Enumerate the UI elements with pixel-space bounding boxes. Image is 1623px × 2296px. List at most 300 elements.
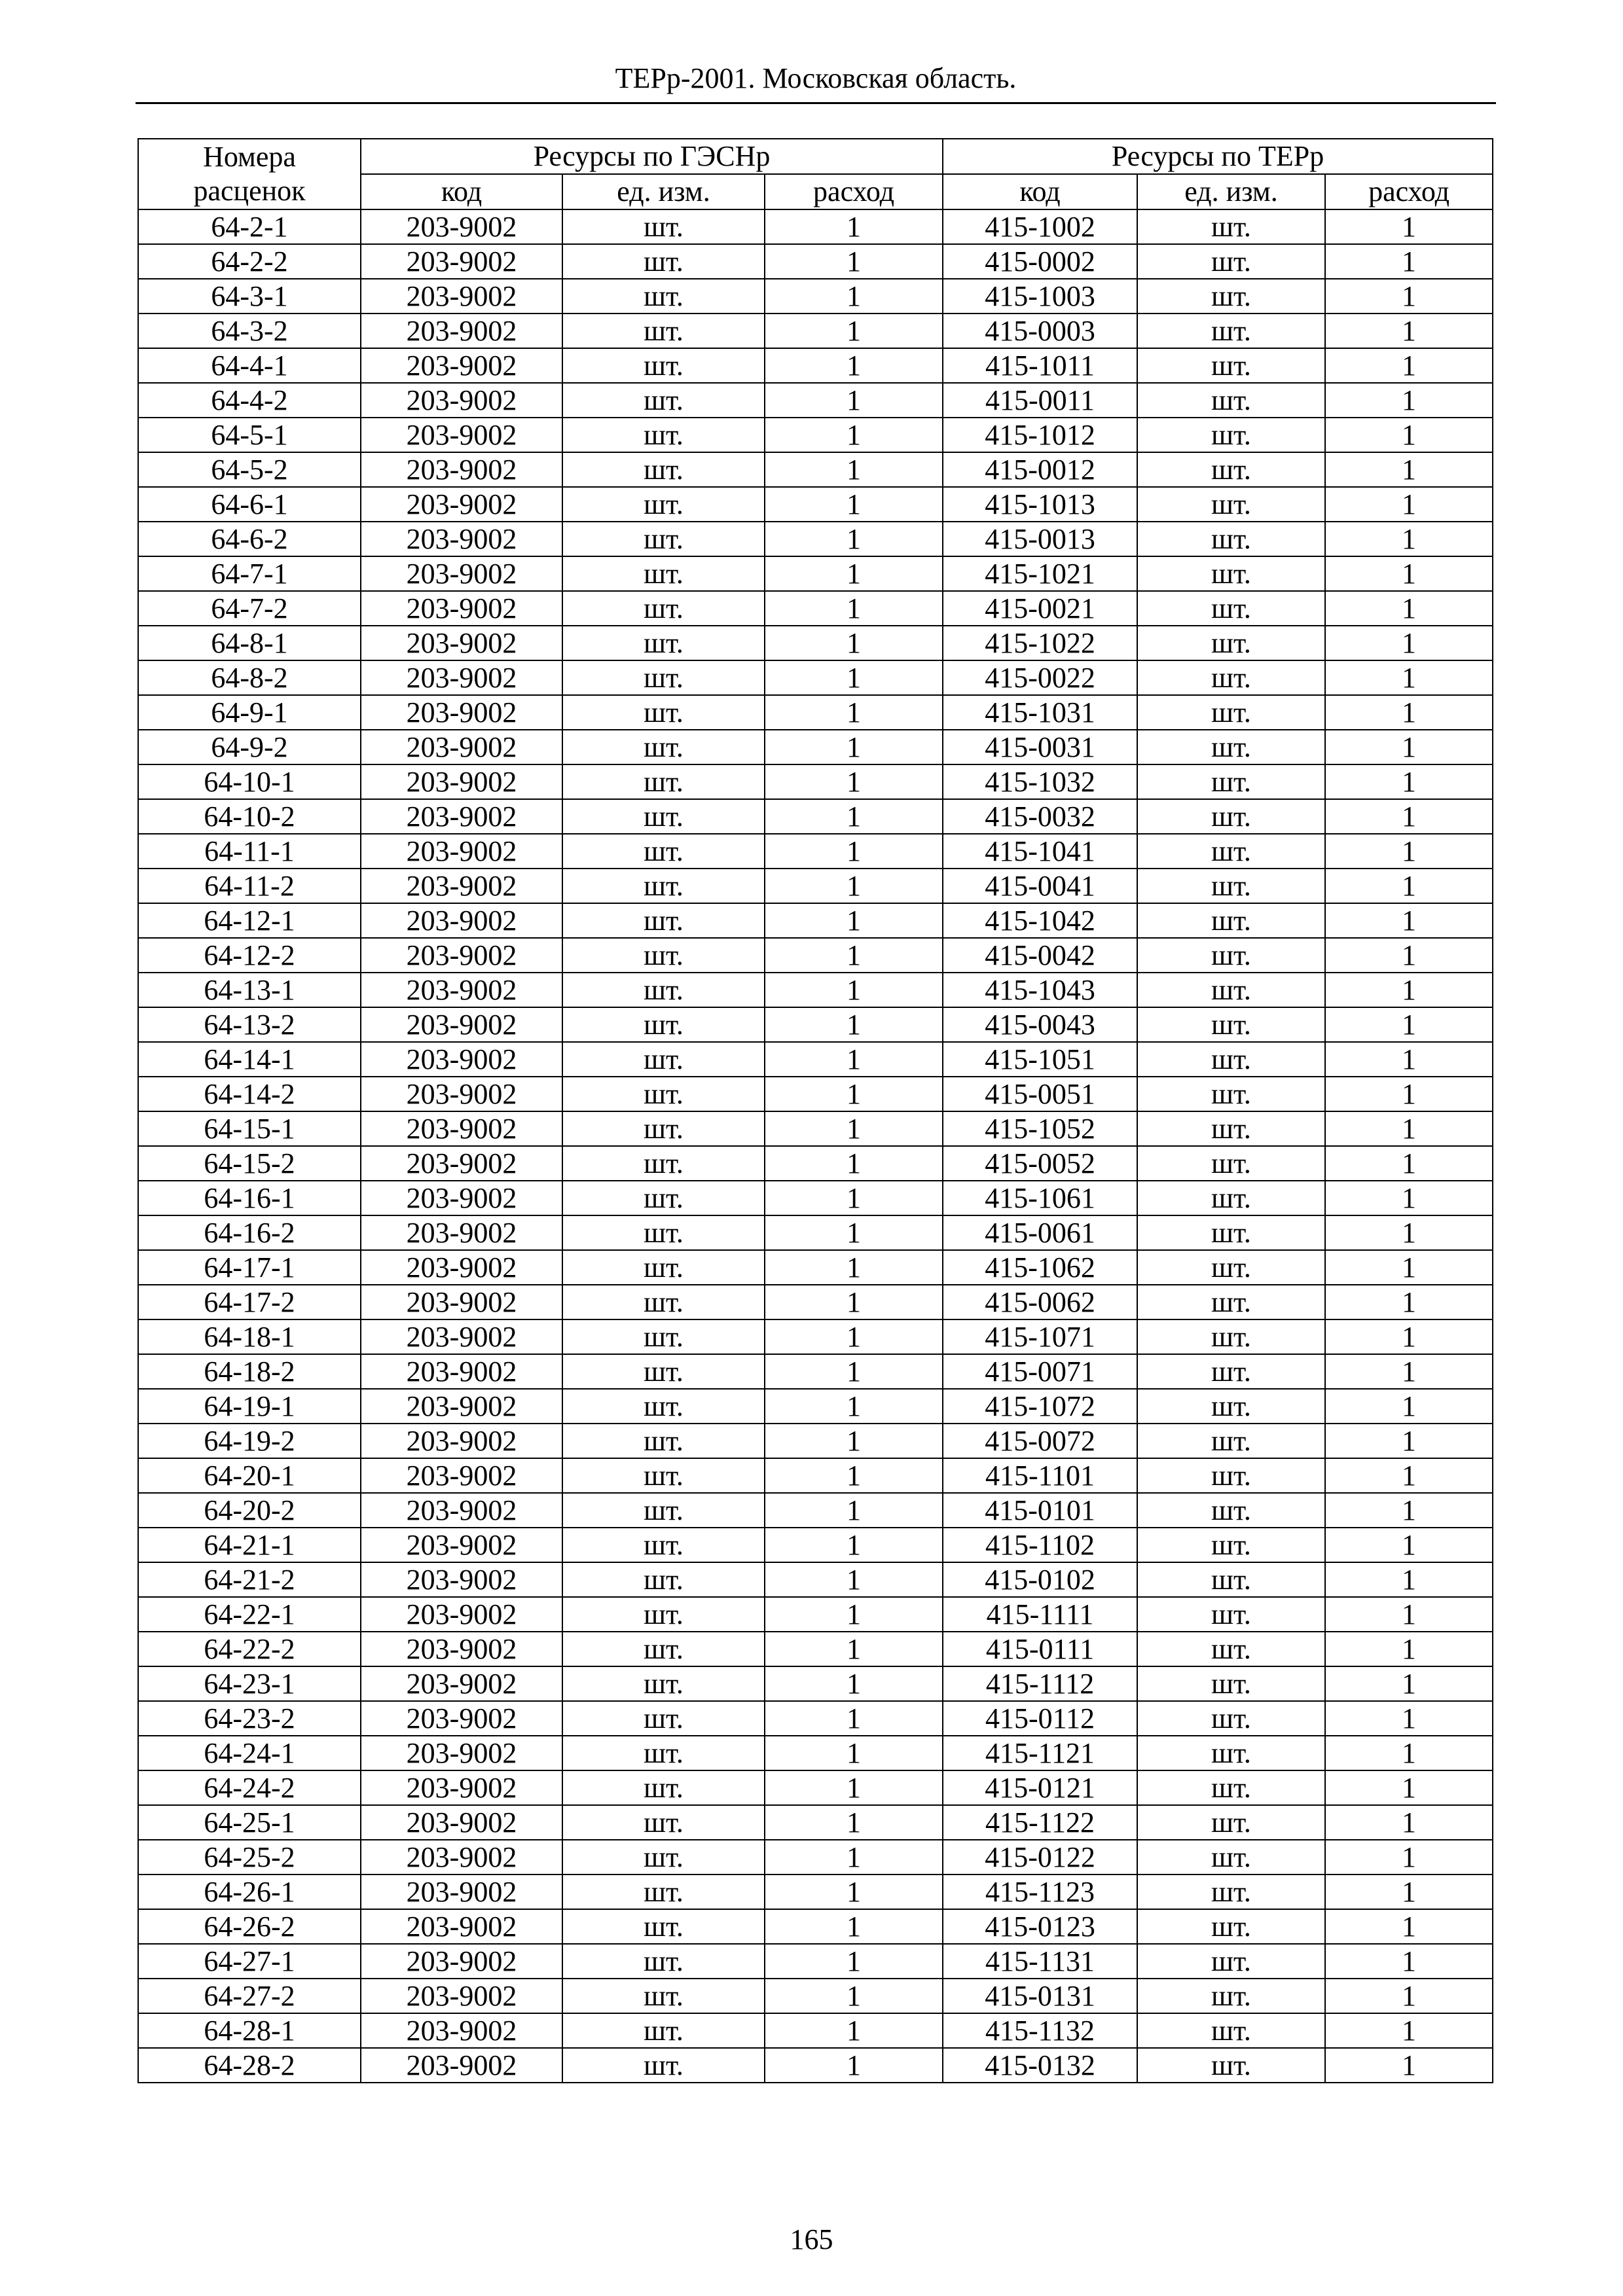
gesn-amount-cell: 1: [765, 799, 943, 834]
gesn-code-cell: 203-9002: [361, 1493, 562, 1528]
gesn-unit-cell: шт.: [562, 1007, 765, 1042]
ter-amount-cell: 1: [1325, 314, 1493, 348]
gesn-amount-header: расход: [765, 174, 943, 209]
ter-unit-cell: шт.: [1137, 1632, 1325, 1666]
rate-cell: 64-25-2: [138, 1840, 361, 1874]
gesn-code-cell: 203-9002: [361, 1042, 562, 1077]
ter-code-cell: 415-0013: [943, 522, 1137, 556]
gesn-amount-cell: 1: [765, 1944, 943, 1979]
gesn-unit-cell: шт.: [562, 869, 765, 903]
gesn-unit-cell: шт.: [562, 1389, 765, 1424]
ter-code-cell: 415-1052: [943, 1111, 1137, 1146]
ter-code-cell: 415-0021: [943, 591, 1137, 626]
ter-amount-cell: 1: [1325, 522, 1493, 556]
header-divider: [136, 102, 1496, 104]
rate-cell: 64-5-2: [138, 452, 361, 487]
gesn-code-cell: 203-9002: [361, 383, 562, 418]
table-row: [138, 418, 1493, 452]
gesn-unit-cell: шт.: [562, 522, 765, 556]
gesn-unit-cell: шт.: [562, 730, 765, 764]
gesn-unit-cell: шт.: [562, 556, 765, 591]
ter-code-cell: 415-1062: [943, 1250, 1137, 1285]
table-row: [138, 1111, 1493, 1146]
ter-amount-cell: 1: [1325, 799, 1493, 834]
gesn-unit-cell: шт.: [562, 799, 765, 834]
table-row: [138, 2048, 1493, 2083]
ter-amount-cell: 1: [1325, 1874, 1493, 1909]
gesn-amount-cell: 1: [765, 938, 943, 973]
table-row: [138, 209, 1493, 244]
ter-code-cell: 415-1122: [943, 1805, 1137, 1840]
ter-unit-cell: шт.: [1137, 834, 1325, 869]
gesn-code-cell: 203-9002: [361, 1979, 562, 2013]
table-row: [138, 1979, 1493, 2013]
table-row: [138, 1493, 1493, 1528]
ter-unit-cell: шт.: [1137, 556, 1325, 591]
rate-cell: 64-20-2: [138, 1493, 361, 1528]
ter-unit-cell: шт.: [1137, 1979, 1325, 2013]
table-row: [138, 1424, 1493, 1458]
gesn-code-cell: 203-9002: [361, 1562, 562, 1597]
ter-amount-cell: 1: [1325, 660, 1493, 695]
table-row: [138, 1458, 1493, 1493]
ter-code-cell: 415-1121: [943, 1736, 1137, 1770]
gesn-unit-cell: шт.: [562, 1666, 765, 1701]
ter-code-cell: 415-0043: [943, 1007, 1137, 1042]
gesn-amount-cell: 1: [765, 1146, 943, 1181]
ter-unit-cell: шт.: [1137, 244, 1325, 279]
gesn-unit-cell: шт.: [562, 1458, 765, 1493]
gesn-code-cell: 203-9002: [361, 1840, 562, 1874]
ter-amount-cell: 1: [1325, 1632, 1493, 1666]
ter-code-cell: 415-1112: [943, 1666, 1137, 1701]
gesn-unit-cell: шт.: [562, 452, 765, 487]
table-row: [138, 1597, 1493, 1632]
ter-code-cell: 415-0012: [943, 452, 1137, 487]
table-row: [138, 1354, 1493, 1389]
gesn-unit-cell: шт.: [562, 1805, 765, 1840]
ter-amount-cell: 1: [1325, 1944, 1493, 1979]
rate-cell: 64-11-2: [138, 869, 361, 903]
gesn-unit-cell: шт.: [562, 348, 765, 383]
table-row: [138, 1215, 1493, 1250]
gesn-unit-cell: шт.: [562, 1250, 765, 1285]
table-row: [138, 799, 1493, 834]
gesn-unit-cell: шт.: [562, 626, 765, 660]
ter-amount-cell: 1: [1325, 348, 1493, 383]
ter-unit-cell: шт.: [1137, 1319, 1325, 1354]
gesn-code-cell: 203-9002: [361, 1250, 562, 1285]
gesn-code-cell: 203-9002: [361, 1770, 562, 1805]
ter-amount-cell: 1: [1325, 730, 1493, 764]
rate-cell: 64-15-1: [138, 1111, 361, 1146]
ter-unit-cell: шт.: [1137, 1181, 1325, 1215]
ter-amount-cell: 1: [1325, 1770, 1493, 1805]
ter-code-cell: 415-0011: [943, 383, 1137, 418]
page-number: 165: [790, 2223, 833, 2255]
gesn-amount-cell: 1: [765, 2013, 943, 2048]
gesn-code-cell: 203-9002: [361, 1146, 562, 1181]
table-row: [138, 1181, 1493, 1215]
ter-code-cell: 415-1071: [943, 1319, 1137, 1354]
rate-cell: 64-19-2: [138, 1424, 361, 1458]
gesn-amount-cell: 1: [765, 1666, 943, 1701]
gesn-unit-cell: шт.: [562, 660, 765, 695]
gesn-code-cell: 203-9002: [361, 869, 562, 903]
ter-code-cell: 415-0051: [943, 1077, 1137, 1111]
rate-cell: 64-9-1: [138, 695, 361, 730]
ter-code-cell: 415-0071: [943, 1354, 1137, 1389]
ter-unit-cell: шт.: [1137, 348, 1325, 383]
ter-code-cell: 415-0061: [943, 1215, 1137, 1250]
table-row: [138, 730, 1493, 764]
ter-amount-cell: 1: [1325, 1597, 1493, 1632]
gesn-amount-cell: 1: [765, 660, 943, 695]
ter-unit-cell: шт.: [1137, 1736, 1325, 1770]
table-row: [138, 1701, 1493, 1736]
gesn-amount-cell: 1: [765, 1215, 943, 1250]
gesn-code-cell: 203-9002: [361, 487, 562, 522]
rate-cell: 64-16-1: [138, 1181, 361, 1215]
gesn-amount-cell: 1: [765, 1042, 943, 1077]
gesn-amount-cell: 1: [765, 487, 943, 522]
rate-cell: 64-21-1: [138, 1528, 361, 1562]
rate-cell: 64-3-1: [138, 279, 361, 314]
rate-cell: 64-7-1: [138, 556, 361, 591]
gesn-unit-cell: шт.: [562, 1077, 765, 1111]
ter-unit-header: ед. изм.: [1137, 174, 1325, 209]
ter-code-cell: 415-1131: [943, 1944, 1137, 1979]
gesn-amount-cell: 1: [765, 1874, 943, 1909]
ter-amount-cell: 1: [1325, 1979, 1493, 2013]
gesn-code-cell: 203-9002: [361, 660, 562, 695]
ter-unit-cell: шт.: [1137, 938, 1325, 973]
table-body: [138, 209, 1493, 2083]
gesn-unit-cell: шт.: [562, 764, 765, 799]
table-row: [138, 1666, 1493, 1701]
ter-code-cell: 415-1061: [943, 1181, 1137, 1215]
ter-amount-cell: 1: [1325, 1354, 1493, 1389]
ter-unit-cell: шт.: [1137, 1944, 1325, 1979]
table-row: [138, 1840, 1493, 1874]
rate-cell: 64-5-1: [138, 418, 361, 452]
ter-unit-cell: шт.: [1137, 209, 1325, 244]
gesn-amount-cell: 1: [765, 1493, 943, 1528]
gesn-code-cell: 203-9002: [361, 1424, 562, 1458]
gesn-unit-cell: шт.: [562, 1562, 765, 1597]
gesn-amount-cell: 1: [765, 834, 943, 869]
rate-cell: 64-2-1: [138, 209, 361, 244]
ter-amount-cell: 1: [1325, 869, 1493, 903]
gesn-amount-cell: 1: [765, 1805, 943, 1840]
gesn-unit-cell: шт.: [562, 1944, 765, 1979]
gesn-code-cell: 203-9002: [361, 764, 562, 799]
rate-cell: 64-10-2: [138, 799, 361, 834]
gesn-amount-cell: 1: [765, 556, 943, 591]
ter-code-cell: 415-0052: [943, 1146, 1137, 1181]
ter-code-cell: 415-0022: [943, 660, 1137, 695]
table-row: [138, 383, 1493, 418]
gesn-unit-cell: шт.: [562, 418, 765, 452]
table-row: [138, 1944, 1493, 1979]
gesn-unit-cell: шт.: [562, 279, 765, 314]
ter-code-cell: 415-1011: [943, 348, 1137, 383]
ter-unit-cell: шт.: [1137, 869, 1325, 903]
gesn-unit-cell: шт.: [562, 1909, 765, 1944]
gesn-code-cell: 203-9002: [361, 695, 562, 730]
ter-amount-cell: 1: [1325, 1458, 1493, 1493]
gesn-unit-cell: шт.: [562, 591, 765, 626]
gesn-unit-cell: шт.: [562, 903, 765, 938]
ter-code-cell: 415-0062: [943, 1285, 1137, 1319]
ter-unit-cell: шт.: [1137, 1597, 1325, 1632]
rate-cell: 64-24-2: [138, 1770, 361, 1805]
gesn-amount-cell: 1: [765, 383, 943, 418]
gesn-code-cell: 203-9002: [361, 1666, 562, 1701]
gesn-amount-cell: 1: [765, 591, 943, 626]
rate-cell: 64-20-1: [138, 1458, 361, 1493]
ter-code-cell: 415-1013: [943, 487, 1137, 522]
ter-unit-cell: шт.: [1137, 1424, 1325, 1458]
table-row: [138, 869, 1493, 903]
gesn-code-cell: 203-9002: [361, 903, 562, 938]
gesn-amount-cell: 1: [765, 1007, 943, 1042]
rate-cell: 64-7-2: [138, 591, 361, 626]
rate-cell: 64-22-2: [138, 1632, 361, 1666]
gesn-unit-cell: шт.: [562, 1528, 765, 1562]
gesn-code-cell: 203-9002: [361, 834, 562, 869]
ter-unit-cell: шт.: [1137, 660, 1325, 695]
ter-code-cell: 415-1032: [943, 764, 1137, 799]
ter-code-cell: 415-0003: [943, 314, 1137, 348]
rate-cell: 64-4-2: [138, 383, 361, 418]
ter-amount-cell: 1: [1325, 1042, 1493, 1077]
table-row: [138, 1562, 1493, 1597]
ter-code-cell: 415-0131: [943, 1979, 1137, 2013]
ter-code-cell: 415-1072: [943, 1389, 1137, 1424]
rate-cell: 64-17-2: [138, 1285, 361, 1319]
gesn-unit-cell: шт.: [562, 1493, 765, 1528]
ter-amount-cell: 1: [1325, 1424, 1493, 1458]
ter-unit-cell: шт.: [1137, 730, 1325, 764]
ter-code-cell: 415-0032: [943, 799, 1137, 834]
rate-cell: 64-9-2: [138, 730, 361, 764]
gesn-code-cell: 203-9002: [361, 1354, 562, 1389]
gesn-code-cell: 203-9002: [361, 799, 562, 834]
gesn-amount-cell: 1: [765, 2048, 943, 2083]
table-row: [138, 1770, 1493, 1805]
gesn-code-cell: 203-9002: [361, 2013, 562, 2048]
table-row: [138, 279, 1493, 314]
gesn-code-cell: 203-9002: [361, 1909, 562, 1944]
ter-unit-cell: шт.: [1137, 973, 1325, 1007]
ter-unit-cell: шт.: [1137, 1909, 1325, 1944]
gesn-amount-cell: 1: [765, 1840, 943, 1874]
gesn-unit-cell: шт.: [562, 2013, 765, 2048]
gesn-unit-cell: шт.: [562, 487, 765, 522]
ter-unit-cell: шт.: [1137, 314, 1325, 348]
ter-code-cell: 415-0041: [943, 869, 1137, 903]
rate-cell: 64-14-1: [138, 1042, 361, 1077]
ter-code-cell: 415-1101: [943, 1458, 1137, 1493]
table-row: [138, 1077, 1493, 1111]
gesn-amount-cell: 1: [765, 1458, 943, 1493]
gesn-unit-cell: шт.: [562, 695, 765, 730]
rate-cell: 64-18-2: [138, 1354, 361, 1389]
ter-code-cell: 415-1002: [943, 209, 1137, 244]
gesn-amount-cell: 1: [765, 730, 943, 764]
gesn-code-header: код: [361, 174, 562, 209]
gesn-code-cell: 203-9002: [361, 1528, 562, 1562]
rate-cell: 64-6-1: [138, 487, 361, 522]
gesn-amount-cell: 1: [765, 1285, 943, 1319]
resources-table: [137, 138, 1493, 2083]
ter-unit-cell: шт.: [1137, 1805, 1325, 1840]
gesn-code-cell: 203-9002: [361, 730, 562, 764]
ter-code-header: код: [943, 174, 1137, 209]
ter-amount-cell: 1: [1325, 1250, 1493, 1285]
gesn-amount-cell: 1: [765, 244, 943, 279]
ter-unit-cell: шт.: [1137, 1770, 1325, 1805]
rate-cell: 64-16-2: [138, 1215, 361, 1250]
rate-cell: 64-4-1: [138, 348, 361, 383]
gesn-unit-cell: шт.: [562, 834, 765, 869]
ter-unit-cell: шт.: [1137, 279, 1325, 314]
gesn-unit-cell: шт.: [562, 1597, 765, 1632]
ter-unit-cell: шт.: [1137, 591, 1325, 626]
ter-amount-cell: 1: [1325, 764, 1493, 799]
rate-cell: 64-27-1: [138, 1944, 361, 1979]
gesn-amount-cell: 1: [765, 452, 943, 487]
ter-unit-cell: шт.: [1137, 1146, 1325, 1181]
gesn-code-cell: 203-9002: [361, 1077, 562, 1111]
ter-unit-cell: шт.: [1137, 903, 1325, 938]
gesn-unit-cell: шт.: [562, 1424, 765, 1458]
ter-amount-cell: 1: [1325, 903, 1493, 938]
ter-code-cell: 415-0132: [943, 2048, 1137, 2083]
ter-amount-cell: 1: [1325, 418, 1493, 452]
gesn-amount-cell: 1: [765, 869, 943, 903]
gesn-amount-cell: 1: [765, 314, 943, 348]
rate-cell: 64-27-2: [138, 1979, 361, 2013]
gesn-amount-cell: 1: [765, 1562, 943, 1597]
ter-unit-cell: шт.: [1137, 1285, 1325, 1319]
gesn-amount-cell: 1: [765, 209, 943, 244]
table-row: [138, 695, 1493, 730]
gesn-unit-cell: шт.: [562, 383, 765, 418]
gesn-amount-cell: 1: [765, 1909, 943, 1944]
table-row: [138, 2013, 1493, 2048]
table-row: [138, 1632, 1493, 1666]
ter-code-cell: 415-1012: [943, 418, 1137, 452]
gesn-code-cell: 203-9002: [361, 1597, 562, 1632]
ter-amount-cell: 1: [1325, 1181, 1493, 1215]
ter-unit-cell: шт.: [1137, 764, 1325, 799]
ter-code-cell: 415-0122: [943, 1840, 1137, 1874]
table-row: [138, 487, 1493, 522]
rate-cell: 64-14-2: [138, 1077, 361, 1111]
group-terr-header: Ресурсы по ТЕРр: [943, 139, 1493, 174]
rate-cell: 64-3-2: [138, 314, 361, 348]
rate-cell: 64-8-2: [138, 660, 361, 695]
ter-amount-cell: 1: [1325, 1493, 1493, 1528]
table-row: [138, 1285, 1493, 1319]
gesn-amount-cell: 1: [765, 522, 943, 556]
gesn-amount-cell: 1: [765, 1979, 943, 2013]
ter-unit-cell: шт.: [1137, 2048, 1325, 2083]
rate-cell: 64-11-1: [138, 834, 361, 869]
table-row: [138, 522, 1493, 556]
table-row: [138, 348, 1493, 383]
gesn-code-cell: 203-9002: [361, 348, 562, 383]
ter-unit-cell: шт.: [1137, 1874, 1325, 1909]
ter-amount-cell: 1: [1325, 938, 1493, 973]
gesn-unit-cell: шт.: [562, 1354, 765, 1389]
table-row: [138, 1874, 1493, 1909]
rate-cell: 64-28-2: [138, 2048, 361, 2083]
rate-cell: 64-23-2: [138, 1701, 361, 1736]
gesn-amount-cell: 1: [765, 1770, 943, 1805]
ter-amount-cell: 1: [1325, 279, 1493, 314]
rate-cell: 64-26-2: [138, 1909, 361, 1944]
gesn-code-cell: 203-9002: [361, 1007, 562, 1042]
ter-amount-cell: 1: [1325, 1319, 1493, 1354]
rate-cell: 64-8-1: [138, 626, 361, 660]
table-row: [138, 1042, 1493, 1077]
ter-unit-cell: шт.: [1137, 1250, 1325, 1285]
rate-cell: 64-13-1: [138, 973, 361, 1007]
col-rate-numbers-header: Номера расценок: [138, 139, 361, 209]
gesn-code-cell: 203-9002: [361, 1944, 562, 1979]
gesn-code-cell: 203-9002: [361, 1389, 562, 1424]
gesn-unit-cell: шт.: [562, 1770, 765, 1805]
gesn-unit-cell: шт.: [562, 973, 765, 1007]
gesn-code-cell: 203-9002: [361, 1805, 562, 1840]
gesn-code-cell: 203-9002: [361, 1458, 562, 1493]
gesn-unit-cell: шт.: [562, 1736, 765, 1770]
gesn-unit-cell: шт.: [562, 1111, 765, 1146]
ter-amount-cell: 1: [1325, 1389, 1493, 1424]
gesn-unit-cell: шт.: [562, 1181, 765, 1215]
ter-code-cell: 415-1102: [943, 1528, 1137, 1562]
ter-unit-cell: шт.: [1137, 1493, 1325, 1528]
gesn-code-cell: 203-9002: [361, 2048, 562, 2083]
gesn-amount-cell: 1: [765, 1632, 943, 1666]
table-row: [138, 626, 1493, 660]
gesn-unit-cell: шт.: [562, 314, 765, 348]
rate-cell: 64-25-1: [138, 1805, 361, 1840]
gesn-code-cell: 203-9002: [361, 973, 562, 1007]
ter-unit-cell: шт.: [1137, 1389, 1325, 1424]
gesn-unit-cell: шт.: [562, 209, 765, 244]
rate-cell: 64-6-2: [138, 522, 361, 556]
table-row: [138, 1007, 1493, 1042]
ter-amount-cell: 1: [1325, 626, 1493, 660]
gesn-amount-cell: 1: [765, 1736, 943, 1770]
ter-unit-cell: шт.: [1137, 1077, 1325, 1111]
ter-unit-cell: шт.: [1137, 1042, 1325, 1077]
gesn-amount-cell: 1: [765, 764, 943, 799]
gesn-amount-cell: 1: [765, 1424, 943, 1458]
gesn-unit-cell: шт.: [562, 1701, 765, 1736]
ter-amount-cell: 1: [1325, 556, 1493, 591]
ter-amount-cell: 1: [1325, 1215, 1493, 1250]
ter-unit-cell: шт.: [1137, 1701, 1325, 1736]
ter-amount-cell: 1: [1325, 1909, 1493, 1944]
ter-code-cell: 415-0102: [943, 1562, 1137, 1597]
ter-unit-cell: шт.: [1137, 1528, 1325, 1562]
table-row: [138, 764, 1493, 799]
